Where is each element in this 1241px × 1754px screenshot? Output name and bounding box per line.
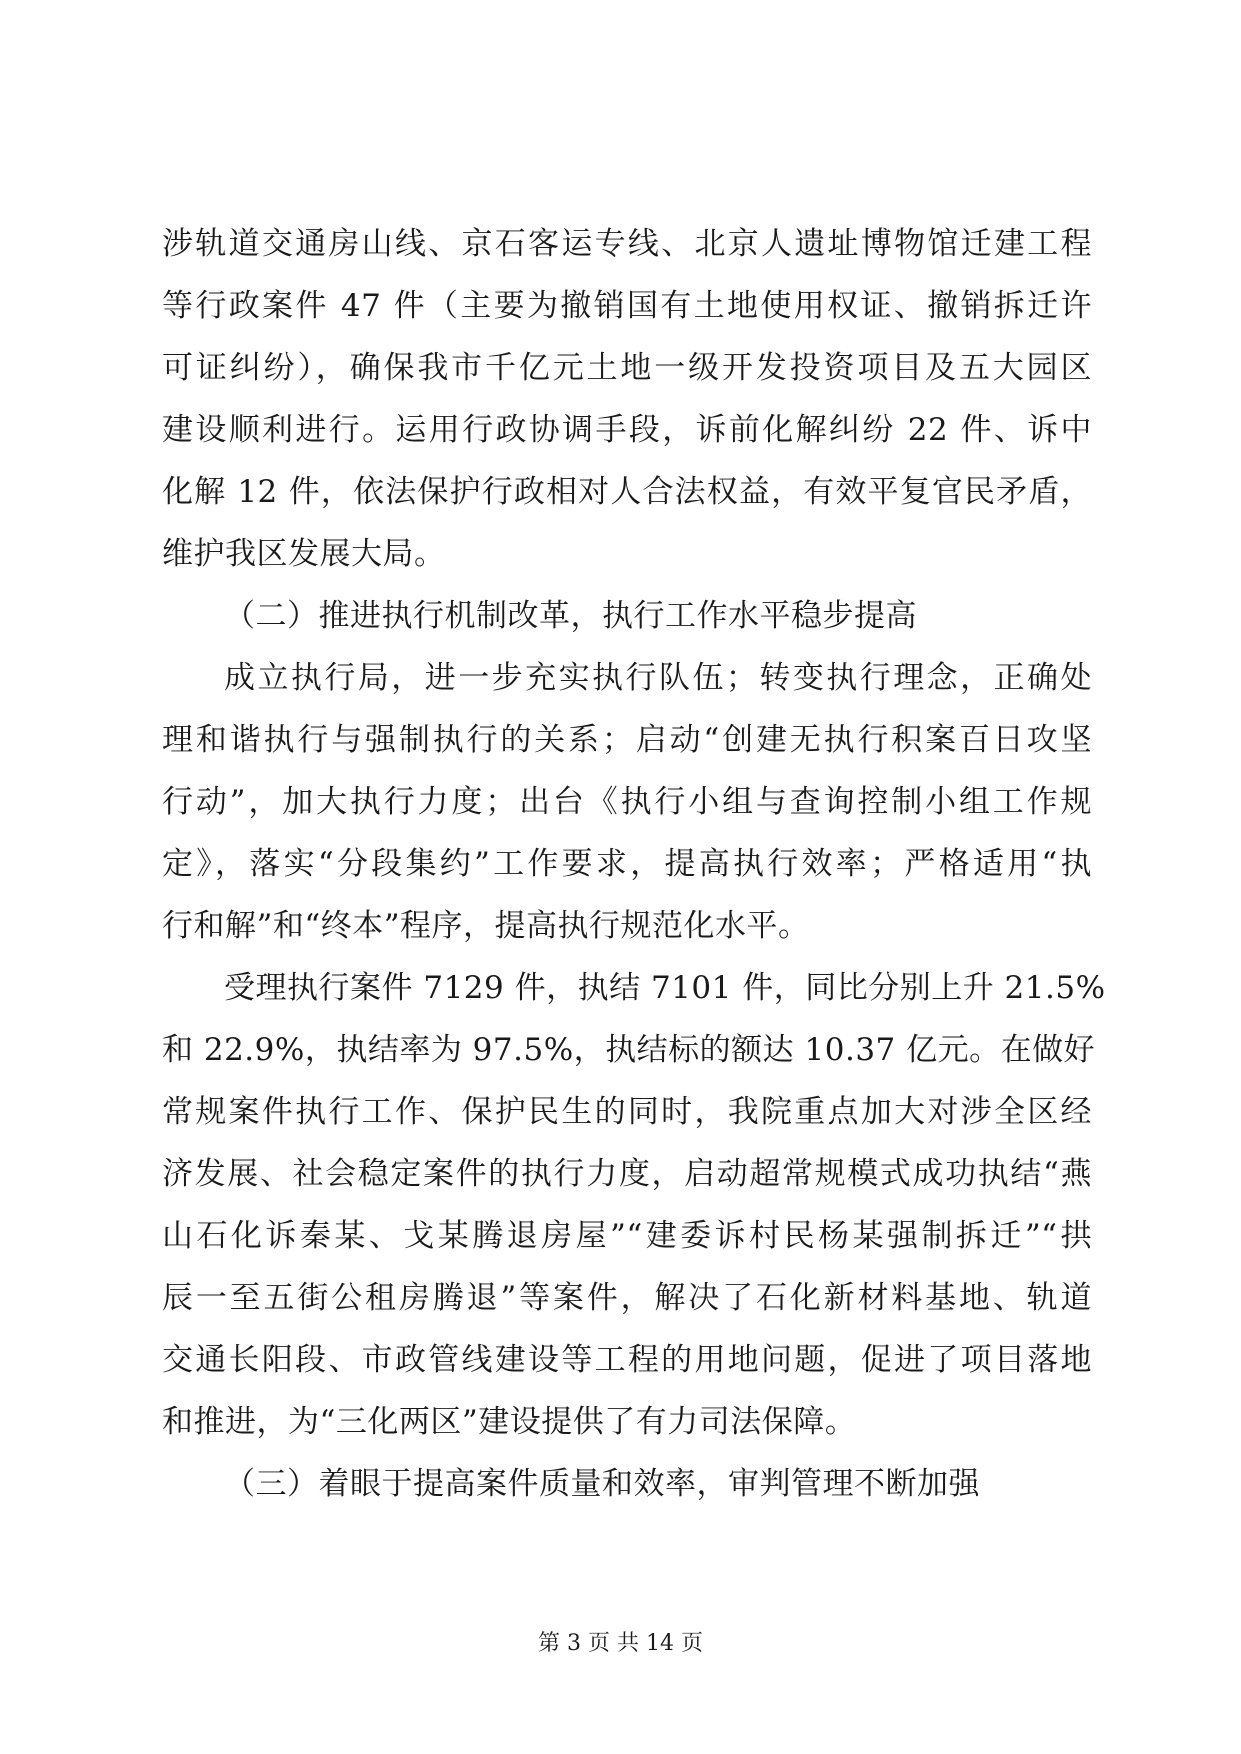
text-line: 可证纠纷），确保我市千亿元土地一级开发投资项目及五大园区 (162, 350, 1092, 386)
text-line: 涉轨道交通房山线、京石客运专线、北京人遗址博物馆迁建工程 (162, 226, 1092, 262)
text-line: 交通长阳段、市政管线建设等工程的用地问题，促进了项目落地 (162, 1342, 1092, 1378)
section-heading: （二）推进执行机制改革，执行工作水平稳步提高 (224, 598, 917, 634)
text-line: 和推进，为“三化两区”建设提供了有力司法保障。 (162, 1404, 857, 1440)
text-line: 化解 12 件，依法保护行政相对人合法权益，有效平复官民矛盾， (162, 474, 1092, 510)
section-heading: （三）着眼于提高案件质量和效率，审判管理不断加强 (224, 1466, 980, 1502)
text-line: 山石化诉秦某、戈某腾退房屋”“建委诉村民杨某强制拆迁”“拱 (162, 1218, 1092, 1254)
text-line: 辰一至五街公租房腾退”等案件，解决了石化新材料基地、轨道 (162, 1280, 1092, 1316)
text-line: 受理执行案件 7129 件，执结 7101 件，同比分别上升 21.5% (224, 970, 1106, 1006)
text-line: 常规案件执行工作、保护民生的同时，我院重点加大对涉全区经 (162, 1094, 1092, 1130)
text-line: 维护我区发展大局。 (162, 536, 446, 572)
text-line: 定》，落实“分段集约”工作要求，提高执行效率；严格适用“执 (162, 846, 1092, 882)
text-line: 行动”，加大执行力度；出台《执行小组与查询控制小组工作规 (162, 784, 1092, 820)
text-line: 成立执行局，进一步充实执行队伍；转变执行理念，正确处 (224, 660, 1092, 696)
text-line: 和 22.9%，执结率为 97.5%，执结标的额达 10.37 亿元。在做好 (162, 1032, 1096, 1068)
text-line: 行和解”和“终本”程序，提高执行规范化水平。 (162, 908, 810, 944)
text-line: 等行政案件 47 件（主要为撤销国有土地使用权证、撤销拆迁许 (162, 288, 1092, 324)
text-line: 建设顺利进行。运用行政协调手段，诉前化解纠纷 22 件、诉中 (162, 412, 1092, 448)
text-line: 理和谐执行与强制执行的关系；启动“创建无执行积案百日攻坚 (162, 722, 1092, 758)
page-footer: 第 3 页 共 14 页 (538, 1631, 703, 1656)
text-line: 济发展、社会稳定案件的执行力度，启动超常规模式成功执结“燕 (162, 1156, 1092, 1192)
